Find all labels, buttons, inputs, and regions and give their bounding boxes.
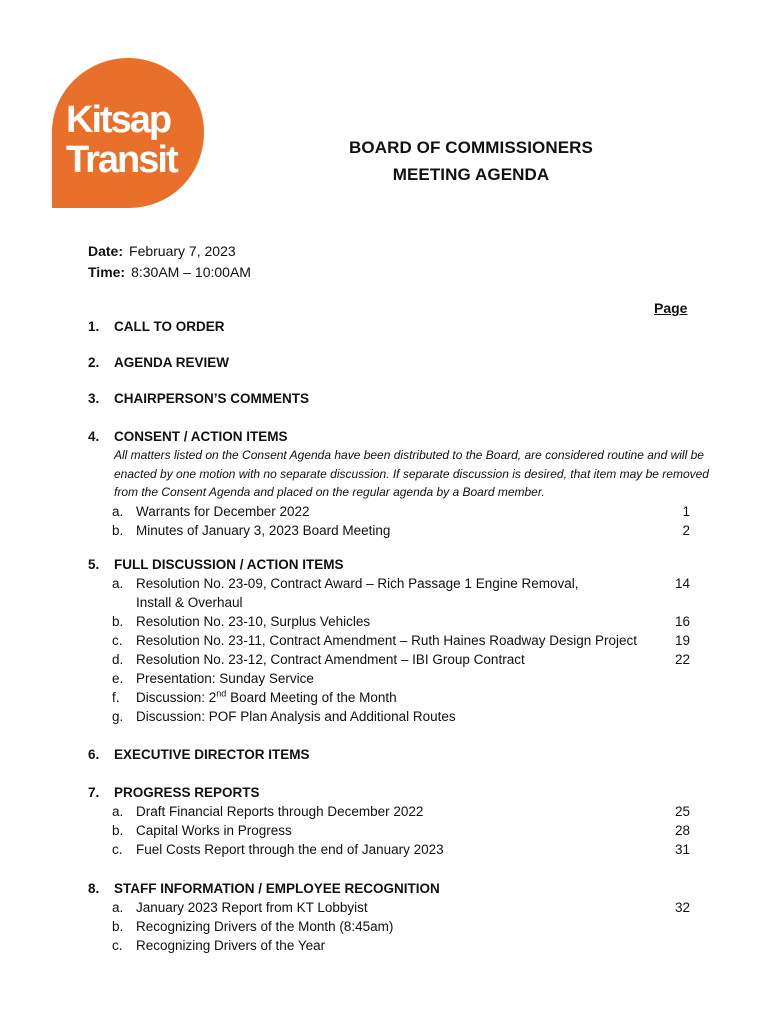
section-heading [88, 427, 718, 446]
section-heading [88, 389, 718, 408]
item-text: Resolution No. 23-11, Contract Amendment – Ruth Haines Roadway Design Project [136, 633, 638, 648]
agenda-item [88, 707, 718, 726]
agenda-section-consent-items [88, 427, 718, 540]
item-letter: a. [112, 804, 124, 819]
agenda-item [88, 821, 718, 840]
item-letter: b. [112, 823, 124, 838]
section-number: 6. [88, 747, 100, 762]
section-heading [88, 555, 718, 574]
title-line-2: MEETING AGENDA [392, 165, 550, 184]
agenda-section-staff-information [88, 879, 718, 955]
item-text: Warrants for December 2022 [136, 503, 310, 519]
item-text: Discussion: POF Plan Analysis and Additional Routes [136, 709, 456, 724]
title-line-1: BOARD OF COMMISSIONERS [349, 138, 593, 157]
item-text: Presentation: Sunday Service [136, 671, 314, 686]
item-text: Fuel Costs Report through the end of January 2023 [136, 842, 444, 857]
section-number: 5. [88, 557, 100, 572]
item-letter: f. [112, 690, 120, 705]
logo-line-1: Kitsap [66, 99, 171, 141]
agenda-item [88, 612, 718, 631]
agenda-item [88, 502, 718, 521]
agenda-item [88, 840, 718, 859]
date-row [88, 241, 251, 262]
agenda-section-progress-reports [88, 783, 718, 859]
section-title: CONSENT / ACTION ITEMS [114, 429, 288, 444]
item-text-end: Board Meeting of the Month [226, 690, 397, 705]
meeting-meta [88, 241, 251, 283]
item-text: Resolution No. 23-10, Surplus Vehicles [136, 614, 371, 629]
agenda-title [300, 134, 642, 188]
item-text: January 2023 Report from KT Lobbyist [136, 900, 368, 915]
item-page-number: 25 [674, 804, 690, 819]
section-number: 3. [88, 391, 100, 406]
item-letter: g. [112, 709, 124, 724]
agenda-section-chairperson-comments [88, 389, 718, 408]
agenda-item [88, 574, 718, 612]
section-title: EXECUTIVE DIRECTOR ITEMS [114, 747, 310, 762]
section-title: STAFF INFORMATION / EMPLOYEE RECOGNITION [114, 881, 440, 896]
item-page-number: 1 [682, 503, 690, 519]
section-heading [88, 317, 718, 336]
agenda-section-agenda-review [88, 353, 718, 372]
item-letter: b. [112, 919, 124, 934]
section-heading [88, 353, 718, 372]
item-page-number: 22 [674, 652, 690, 667]
section-title: CHAIRPERSON’S COMMENTS [114, 391, 310, 406]
section-number: 1. [88, 319, 100, 334]
agenda-item [88, 669, 718, 688]
kitsap-transit-logo [48, 52, 208, 214]
section-title: CALL TO ORDER [114, 319, 225, 334]
item-page-number: 31 [674, 842, 690, 857]
item-letter: a. [112, 900, 124, 915]
item-text: Resolution No. 23-09, Contract Award – Rich Passage 1 Engine Removal, Install & Overhaul [136, 576, 579, 610]
time-label: Time: [88, 264, 126, 280]
agenda-item [88, 917, 718, 936]
item-text [136, 688, 397, 707]
ordinal-suffix: nd [216, 688, 227, 699]
date-label: Date: [88, 243, 124, 259]
agenda-item [88, 521, 718, 540]
item-text-start: Discussion: 2 [136, 690, 217, 705]
item-text: Draft Financial Reports through December 2022 [136, 804, 424, 819]
item-letter: b. [112, 614, 124, 629]
section-number: 7. [88, 785, 100, 800]
agenda-item [88, 631, 718, 650]
item-text: Resolution No. 23-12, Contract Amendment – IBI Group Contract [136, 652, 525, 667]
section-heading [88, 879, 718, 898]
item-page-number: 28 [674, 823, 690, 838]
consent-agenda-note: All matters listed on the Consent Agenda have been distributed to the Board, are considered routine and will be enacted by one motion with no separate discussion. If separate discussion is desired, that item may be removed from the Consent Agenda and placed on the regular agenda by a Board member. [114, 448, 709, 499]
item-letter: e. [112, 671, 124, 686]
item-text: Recognizing Drivers of the Year [136, 938, 326, 953]
item-text: Minutes of January 3, 2023 Board Meeting [136, 522, 391, 538]
agenda-section-full-discussion [88, 555, 718, 726]
logo-line-2: Transit [66, 139, 177, 181]
item-letter: c. [112, 938, 123, 953]
item-text: Recognizing Drivers of the Month (8:45am) [136, 919, 394, 934]
item-page-number: 19 [674, 633, 690, 648]
item-text: Capital Works in Progress [136, 823, 292, 838]
item-letter: b. [112, 522, 124, 538]
date-value: February 7, 2023 [129, 243, 236, 259]
agenda-section-call-to-order [88, 317, 718, 336]
item-letter: a. [112, 503, 124, 519]
agenda-item [88, 650, 718, 669]
page-column-header: Page [654, 300, 688, 316]
agenda-item [88, 898, 718, 917]
item-letter: d. [112, 652, 124, 667]
agenda-section-executive-director [88, 745, 718, 764]
item-page-number: 14 [674, 576, 690, 591]
item-page-number: 32 [674, 900, 690, 915]
agenda-item [88, 688, 718, 707]
item-letter: c. [112, 633, 123, 648]
time-row [88, 262, 251, 283]
section-number: 8. [88, 881, 100, 896]
agenda-item [88, 936, 718, 955]
section-heading [88, 783, 718, 802]
time-value: 8:30AM – 10:00AM [131, 264, 251, 280]
section-title: FULL DISCUSSION / ACTION ITEMS [114, 557, 344, 572]
section-number: 2. [88, 355, 100, 370]
item-letter: a. [112, 576, 124, 591]
section-number: 4. [88, 429, 100, 444]
section-title: AGENDA REVIEW [114, 355, 230, 370]
section-heading [88, 745, 718, 764]
item-letter: c. [112, 842, 123, 857]
section-title: PROGRESS REPORTS [114, 785, 260, 800]
item-page-number: 2 [682, 522, 690, 538]
agenda-item [88, 802, 718, 821]
item-page-number: 16 [674, 614, 690, 629]
